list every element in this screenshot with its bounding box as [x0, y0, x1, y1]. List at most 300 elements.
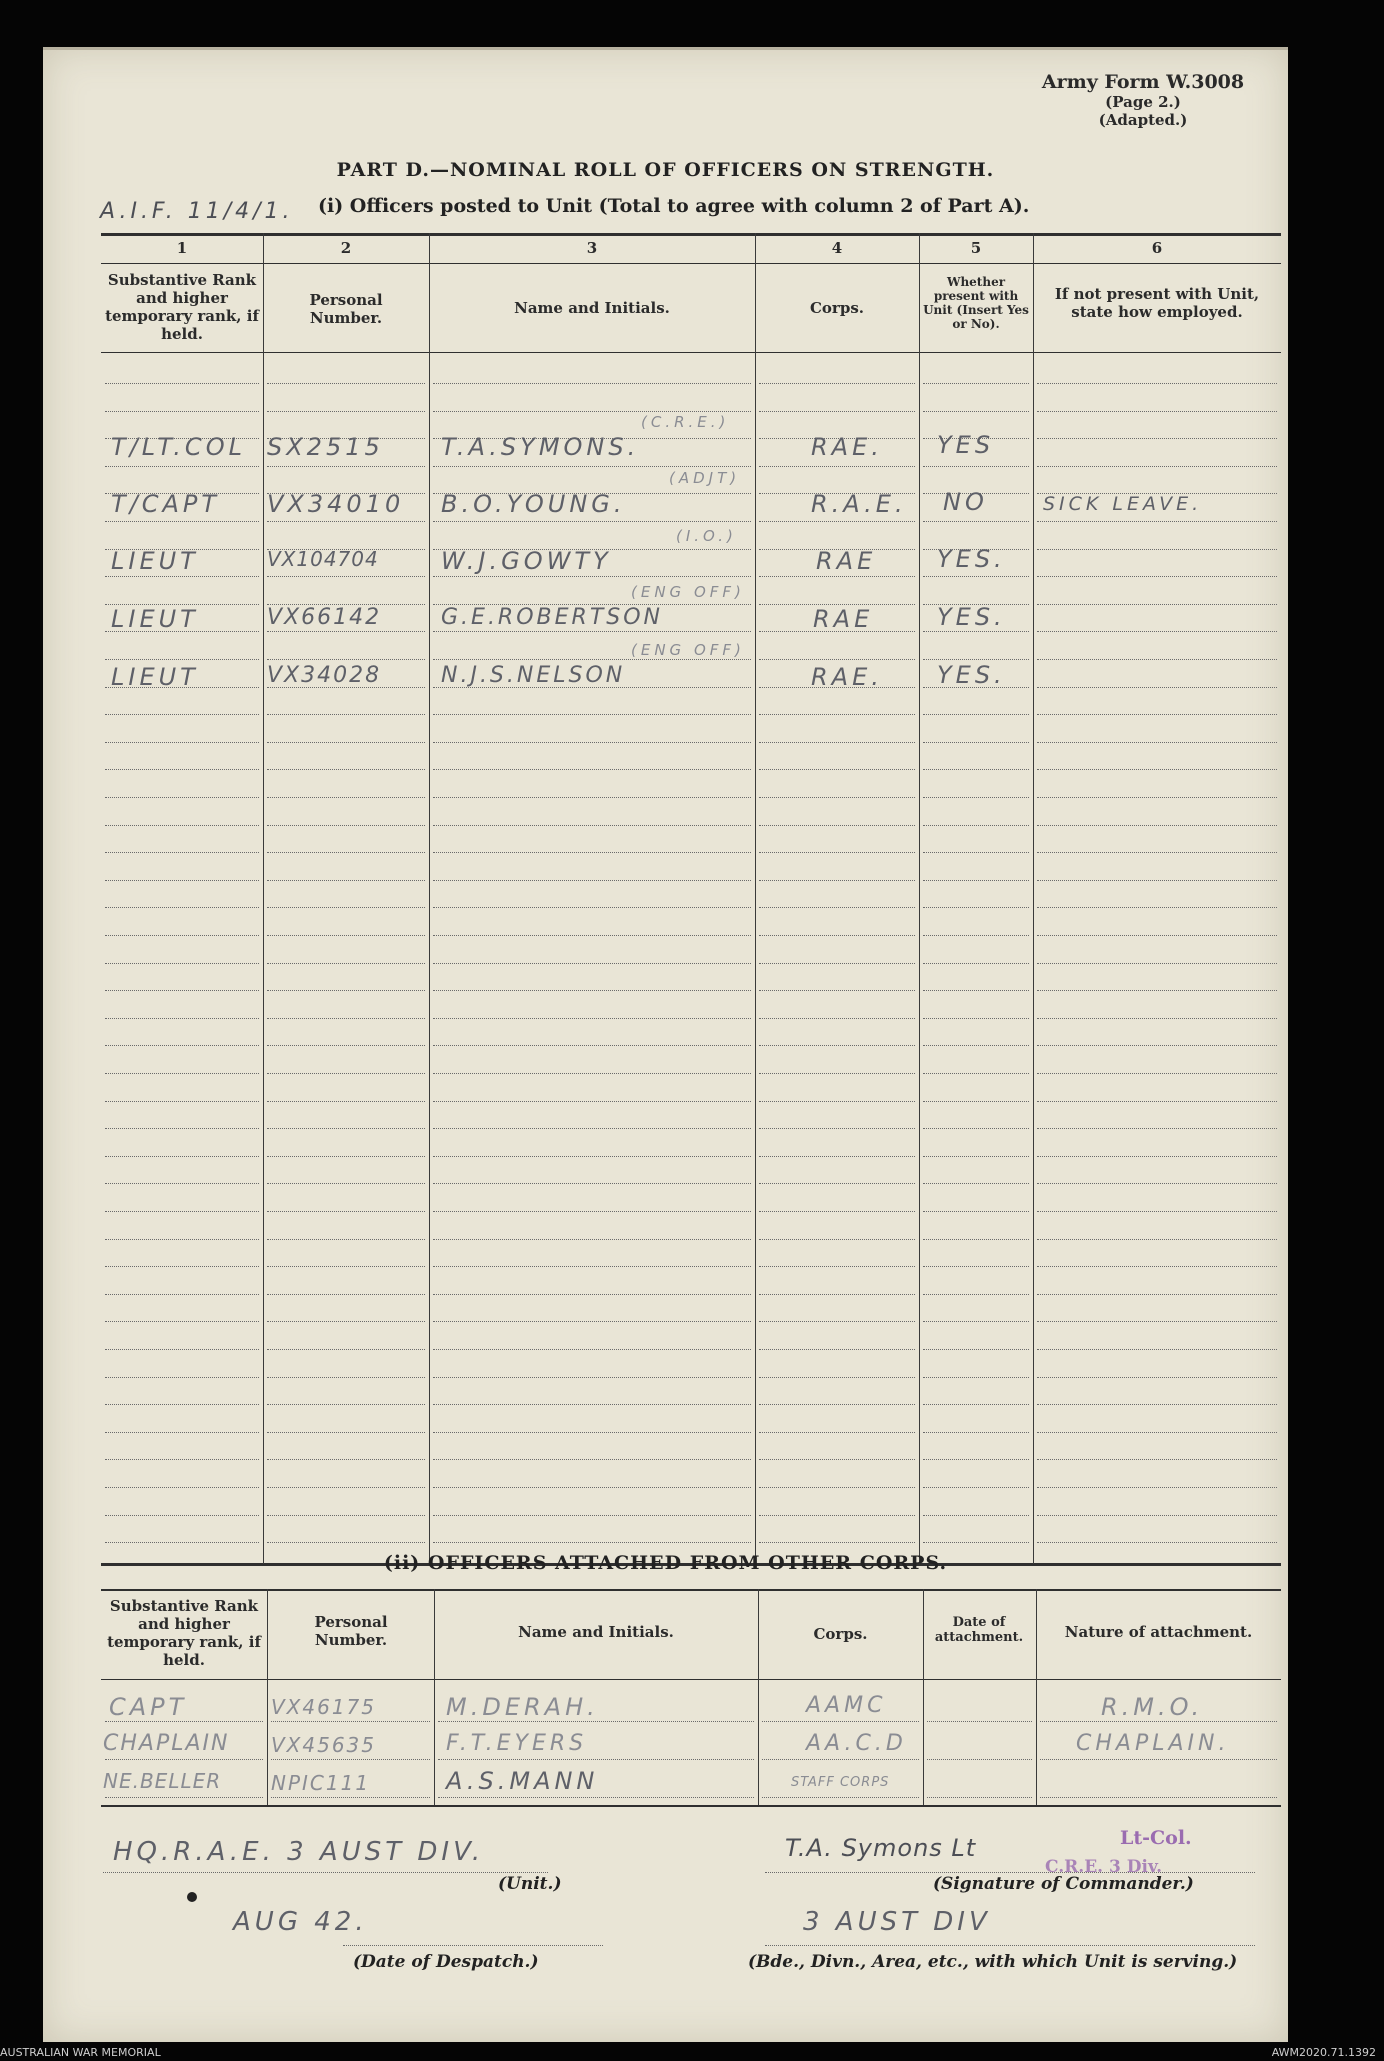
writing-line [267, 1432, 425, 1433]
writing-line [923, 825, 1029, 826]
writing-line [267, 935, 425, 936]
part-d-subheading: (i) Officers posted to Unit (Total to agree with column 2 of Part A). [318, 195, 1030, 217]
writing-line [923, 1432, 1029, 1433]
rank-cell: CAPT [109, 1693, 188, 1721]
table-bottom-rule [101, 1805, 1281, 1807]
name-cell: F.T.EYERS [446, 1731, 588, 1756]
writing-line [923, 1128, 1029, 1129]
col-header-corps: Corps. [813, 1625, 868, 1643]
rank-cell: LIEUT [111, 663, 199, 691]
writing-line [1040, 1721, 1277, 1722]
writing-line [433, 576, 751, 577]
writing-line [1037, 604, 1277, 605]
writing-line [433, 1239, 751, 1240]
writing-line [433, 742, 751, 743]
col-number: 2 [340, 239, 352, 257]
writing-line [1037, 1459, 1277, 1460]
writing-line [1040, 1759, 1277, 1760]
writing-line [1037, 1487, 1277, 1488]
writing-line [927, 1759, 1032, 1760]
writing-line [267, 1487, 425, 1488]
writing-line [923, 935, 1029, 936]
formation-label: (Bde., Divn., Area, etc., with which Unit is serving.) [748, 1952, 1238, 1972]
writing-line [1037, 935, 1277, 936]
form-sheet [43, 47, 1288, 2042]
form-adapted: (Adapted.) [1098, 111, 1188, 129]
writing-line [105, 1321, 259, 1322]
writing-line [267, 1377, 425, 1378]
form-title: Army Form W.3008 [1041, 71, 1245, 93]
writing-line [923, 990, 1029, 991]
writing-line [433, 631, 751, 632]
writing-line [759, 1266, 915, 1267]
present-cell: YES. [937, 661, 1006, 689]
writing-line [759, 1349, 915, 1350]
writing-line [1037, 438, 1277, 439]
writing-line [1037, 631, 1277, 632]
writing-line [1037, 687, 1277, 688]
rank-cell: NE.BELLER [103, 1769, 222, 1793]
number-cell: VX34028 [267, 663, 382, 688]
col-number: 6 [1151, 239, 1163, 257]
rank-cell: T/LT.COL [111, 433, 246, 461]
writing-line [1037, 714, 1277, 715]
writing-line [923, 714, 1029, 715]
writing-line [433, 1349, 751, 1350]
writing-line [762, 1797, 919, 1798]
writing-line [267, 411, 425, 412]
writing-line [759, 797, 915, 798]
writing-line [923, 1045, 1029, 1046]
writing-line [271, 1721, 430, 1722]
writing-line [105, 1377, 259, 1378]
writing-line [923, 659, 1029, 660]
writing-line [759, 1045, 915, 1046]
writing-line [1040, 1797, 1277, 1798]
writing-line [759, 714, 915, 715]
rank-cell: LIEUT [111, 605, 199, 633]
rank-cell: CHAPLAIN [103, 1731, 230, 1756]
writing-line [105, 1156, 259, 1157]
writing-line [1037, 990, 1277, 991]
col-header-nature: Nature of attachment. [1064, 1623, 1253, 1641]
part-d-table [101, 233, 1281, 1570]
writing-line [1037, 1266, 1277, 1267]
writing-line [759, 659, 915, 660]
corps-cell: RAE. [811, 663, 883, 691]
writing-line [759, 1459, 915, 1460]
writing-line [433, 1211, 751, 1212]
part-ii-heading: (ii) OFFICERS ATTACHED FROM OTHER CORPS. [383, 1552, 948, 1574]
writing-line [105, 797, 259, 798]
number-cell: VX45635 [271, 1733, 377, 1757]
number-cell: VX34010 [267, 490, 405, 518]
writing-line [1037, 1321, 1277, 1322]
writing-line [923, 1211, 1029, 1212]
signature-line [765, 1872, 1255, 1873]
writing-line [759, 1294, 915, 1295]
writing-line [433, 1404, 751, 1405]
writing-line [267, 1542, 425, 1543]
writing-line [105, 714, 259, 715]
col-number: 1 [176, 239, 188, 257]
writing-line [267, 1321, 425, 1322]
formation-value: 3 AUST DIV [803, 1907, 991, 1937]
writing-line [433, 1515, 751, 1516]
writing-line [923, 411, 1029, 412]
part-ii-table [101, 1589, 1281, 1814]
writing-line [759, 1101, 915, 1102]
writing-line [267, 1349, 425, 1350]
col-header-number: Personal Number. [309, 291, 383, 327]
corps-cell: RAE [816, 547, 877, 575]
writing-line [1037, 521, 1277, 522]
writing-line [923, 576, 1029, 577]
writing-line [267, 576, 425, 577]
col-divider [429, 233, 430, 1564]
writing-line [433, 1487, 751, 1488]
writing-line [1037, 1239, 1277, 1240]
writing-line [759, 466, 915, 467]
col-header-date: Date of attachment. [934, 1615, 1024, 1645]
col-header-rank: Substantive Rank and higher temporary rank, if held. [105, 271, 259, 343]
writing-line [267, 963, 425, 964]
despatch-label: (Date of Despatch.) [353, 1952, 539, 1972]
writing-line [433, 1266, 751, 1267]
col-number: 3 [586, 239, 598, 257]
writing-line [759, 1377, 915, 1378]
writing-line [923, 1101, 1029, 1102]
writing-line [433, 907, 751, 908]
writing-line [433, 411, 751, 412]
writing-line [1037, 1542, 1277, 1543]
writing-line [759, 825, 915, 826]
corps-cell: RAE. [811, 433, 883, 461]
writing-line [267, 714, 425, 715]
corps-cell: AA.C.D [806, 1731, 907, 1756]
writing-line [105, 990, 259, 991]
writing-line [105, 907, 259, 908]
writing-line [759, 990, 915, 991]
writing-line [923, 1073, 1029, 1074]
signature-value: T.A. Symons Lt [785, 1834, 977, 1862]
number-cell: VX66142 [267, 605, 382, 630]
writing-line [1037, 1073, 1277, 1074]
writing-line [1037, 466, 1277, 467]
writing-line [1037, 659, 1277, 660]
writing-line [433, 963, 751, 964]
writing-line [267, 1183, 425, 1184]
writing-line [923, 907, 1029, 908]
writing-line [1037, 1211, 1277, 1212]
writing-line [1037, 1404, 1277, 1405]
writing-line [105, 1487, 259, 1488]
writing-line [267, 990, 425, 991]
writing-line [1037, 1183, 1277, 1184]
writing-line [105, 383, 259, 384]
writing-line [923, 383, 1029, 384]
writing-line [433, 852, 751, 853]
writing-line [267, 1294, 425, 1295]
writing-line [923, 742, 1029, 743]
col-header-name: Name and Initials. [518, 1623, 674, 1641]
present-cell: YES. [937, 603, 1006, 631]
writing-line [105, 880, 259, 881]
unit-stamp: C.R.E. 3 Div. [1045, 1857, 1163, 1877]
writing-line [923, 1239, 1029, 1240]
appointment-note: (ADJT) [669, 469, 741, 487]
writing-line [105, 659, 259, 660]
writing-line [105, 1797, 263, 1798]
writing-line [105, 825, 259, 826]
corps-cell: STAFF CORPS [791, 1775, 890, 1790]
writing-line [267, 1459, 425, 1460]
writing-line [923, 1018, 1029, 1019]
despatch-value: AUG 42. [233, 1907, 368, 1937]
writing-line [923, 1459, 1029, 1460]
name-cell: A.S.MANN [446, 1767, 599, 1795]
writing-line [759, 742, 915, 743]
nature-cell: R.M.O. [1101, 1693, 1204, 1721]
writing-line [759, 521, 915, 522]
writing-line [267, 1515, 425, 1516]
writing-line [267, 880, 425, 881]
form-page: (Page 2.) [1105, 93, 1181, 111]
writing-line [923, 631, 1029, 632]
name-cell: W.J.GOWTY [441, 547, 612, 575]
writing-line [438, 1721, 754, 1722]
writing-line [267, 521, 425, 522]
col-header-number: Personal Number. [314, 1613, 388, 1649]
writing-line [105, 1542, 259, 1543]
writing-line [1037, 1128, 1277, 1129]
writing-line [923, 1404, 1029, 1405]
writing-line [105, 852, 259, 853]
writing-line [1037, 1045, 1277, 1046]
writing-line [267, 1128, 425, 1129]
employed-cell: SICK LEAVE. [1043, 493, 1203, 515]
writing-line [433, 659, 751, 660]
ink-blot [187, 1892, 197, 1902]
writing-line [1037, 1156, 1277, 1157]
writing-line [105, 1128, 259, 1129]
writing-line [1037, 1432, 1277, 1433]
writing-line [759, 963, 915, 964]
writing-line [271, 1797, 430, 1798]
writing-line [433, 521, 751, 522]
writing-line [433, 990, 751, 991]
writing-line [759, 1018, 915, 1019]
number-cell: VX46175 [271, 1695, 377, 1719]
writing-line [267, 1239, 425, 1240]
writing-line [927, 1721, 1032, 1722]
writing-line [433, 383, 751, 384]
writing-line [762, 1721, 919, 1722]
name-cell: T.A.SYMONS. [441, 433, 640, 461]
writing-line [105, 1721, 263, 1722]
writing-line [923, 1349, 1029, 1350]
writing-line [105, 1759, 263, 1760]
writing-line [759, 576, 915, 577]
writing-line [759, 769, 915, 770]
writing-line [923, 1487, 1029, 1488]
writing-line [923, 963, 1029, 964]
writing-line [433, 466, 751, 467]
name-cell: B.O.YOUNG. [441, 490, 626, 518]
nature-cell: CHAPLAIN. [1076, 1731, 1230, 1756]
writing-line [105, 1239, 259, 1240]
writing-line [433, 1459, 751, 1460]
writing-line [923, 1183, 1029, 1184]
writing-line [105, 1211, 259, 1212]
writing-line [759, 880, 915, 881]
archive-reference: AWM2020.71.1392 [1271, 2046, 1376, 2059]
archive-credit: AUSTRALIAN WAR MEMORIAL [0, 2046, 161, 2059]
writing-line [923, 466, 1029, 467]
writing-line [1037, 1101, 1277, 1102]
writing-line [433, 1432, 751, 1433]
writing-line [105, 466, 259, 467]
writing-line [433, 1073, 751, 1074]
writing-line [1037, 880, 1277, 881]
writing-line [105, 1073, 259, 1074]
writing-line [438, 1797, 754, 1798]
writing-line [759, 1183, 915, 1184]
col-number: 4 [831, 239, 843, 257]
writing-line [433, 1045, 751, 1046]
writing-line [759, 852, 915, 853]
header-rule [101, 1679, 1281, 1680]
col-divider [1033, 233, 1034, 1564]
writing-line [105, 1018, 259, 1019]
signature-label: (Signature of Commander.) [933, 1874, 1194, 1894]
writing-line [433, 1018, 751, 1019]
writing-line [759, 935, 915, 936]
present-cell: NO [943, 488, 988, 516]
writing-line [759, 1542, 915, 1543]
number-cell: VX104704 [267, 547, 379, 571]
appointment-note: (ENG OFF) [631, 583, 745, 601]
writing-line [759, 1211, 915, 1212]
writing-line [433, 880, 751, 881]
writing-line [759, 1156, 915, 1157]
col-divider [758, 1589, 759, 1805]
writing-line [267, 797, 425, 798]
writing-line [1037, 1018, 1277, 1019]
writing-line [759, 1321, 915, 1322]
form-identifier [1023, 71, 1263, 129]
writing-line [105, 1515, 259, 1516]
writing-line [923, 1321, 1029, 1322]
writing-line [1037, 825, 1277, 826]
writing-line [1037, 742, 1277, 743]
writing-line [105, 1349, 259, 1350]
writing-line [759, 1128, 915, 1129]
writing-line [105, 1294, 259, 1295]
writing-line [105, 521, 259, 522]
writing-line [267, 659, 425, 660]
writing-line [923, 1542, 1029, 1543]
writing-line [433, 797, 751, 798]
writing-line [927, 1797, 1032, 1798]
writing-line [105, 963, 259, 964]
col-divider [434, 1589, 435, 1805]
writing-line [923, 1515, 1029, 1516]
writing-line [1037, 411, 1277, 412]
writing-line [1037, 797, 1277, 798]
present-cell: YES. [937, 545, 1006, 573]
col-divider [267, 1589, 268, 1805]
writing-line [105, 576, 259, 577]
writing-line [433, 1294, 751, 1295]
writing-line [1037, 963, 1277, 964]
writing-line [1037, 1294, 1277, 1295]
number-cell: NPIC111 [271, 1771, 371, 1795]
writing-line [923, 852, 1029, 853]
writing-line [759, 907, 915, 908]
part-d-heading: PART D.—NOMINAL ROLL OF OFFICERS ON STRENGTH. [336, 159, 995, 181]
col-header-employed: If not present with Unit, state how employed. [1054, 285, 1260, 321]
rank-stamp: Lt-Col. [1120, 1827, 1192, 1849]
col-number: 5 [970, 239, 982, 257]
writing-line [923, 1294, 1029, 1295]
header-rule [101, 352, 1281, 353]
writing-line [433, 1156, 751, 1157]
writing-line [433, 714, 751, 715]
writing-line [105, 1266, 259, 1267]
writing-line [762, 1759, 919, 1760]
writing-line [759, 1515, 915, 1516]
writing-line [267, 1211, 425, 1212]
writing-line [105, 769, 259, 770]
writing-line [267, 466, 425, 467]
unit-value: HQ.R.A.E. 3 AUST DIV. [113, 1837, 485, 1867]
rank-cell: T/CAPT [111, 490, 221, 518]
writing-line [923, 1156, 1029, 1157]
col-divider [919, 233, 920, 1564]
writing-line [1037, 576, 1277, 577]
writing-line [267, 1073, 425, 1074]
formation-line [765, 1945, 1255, 1946]
writing-line [267, 769, 425, 770]
writing-line [105, 411, 259, 412]
writing-line [105, 1183, 259, 1184]
col-header-name: Name and Initials. [514, 299, 670, 317]
col-divider [263, 233, 264, 1564]
writing-line [438, 1759, 754, 1760]
writing-line [923, 769, 1029, 770]
col-header-present: Whether present with Unit (Insert Yes or No). [923, 275, 1029, 331]
writing-line [105, 1459, 259, 1460]
writing-line [433, 769, 751, 770]
writing-line [105, 1045, 259, 1046]
appointment-note: (I.O.) [676, 527, 737, 545]
margin-note: A.I.F. 11/4/1. [100, 199, 294, 224]
name-cell: G.E.ROBERTSON [441, 605, 663, 630]
writing-line [267, 631, 425, 632]
writing-line [923, 521, 1029, 522]
table-top-rule [101, 233, 1281, 236]
writing-line [759, 1073, 915, 1074]
writing-line [433, 1128, 751, 1129]
writing-line [267, 1018, 425, 1019]
writing-line [759, 1432, 915, 1433]
writing-line [433, 935, 751, 936]
col-header-corps: Corps. [809, 299, 864, 317]
writing-line [267, 1156, 425, 1157]
corps-cell: AAMC [806, 1693, 887, 1718]
writing-line [433, 1377, 751, 1378]
